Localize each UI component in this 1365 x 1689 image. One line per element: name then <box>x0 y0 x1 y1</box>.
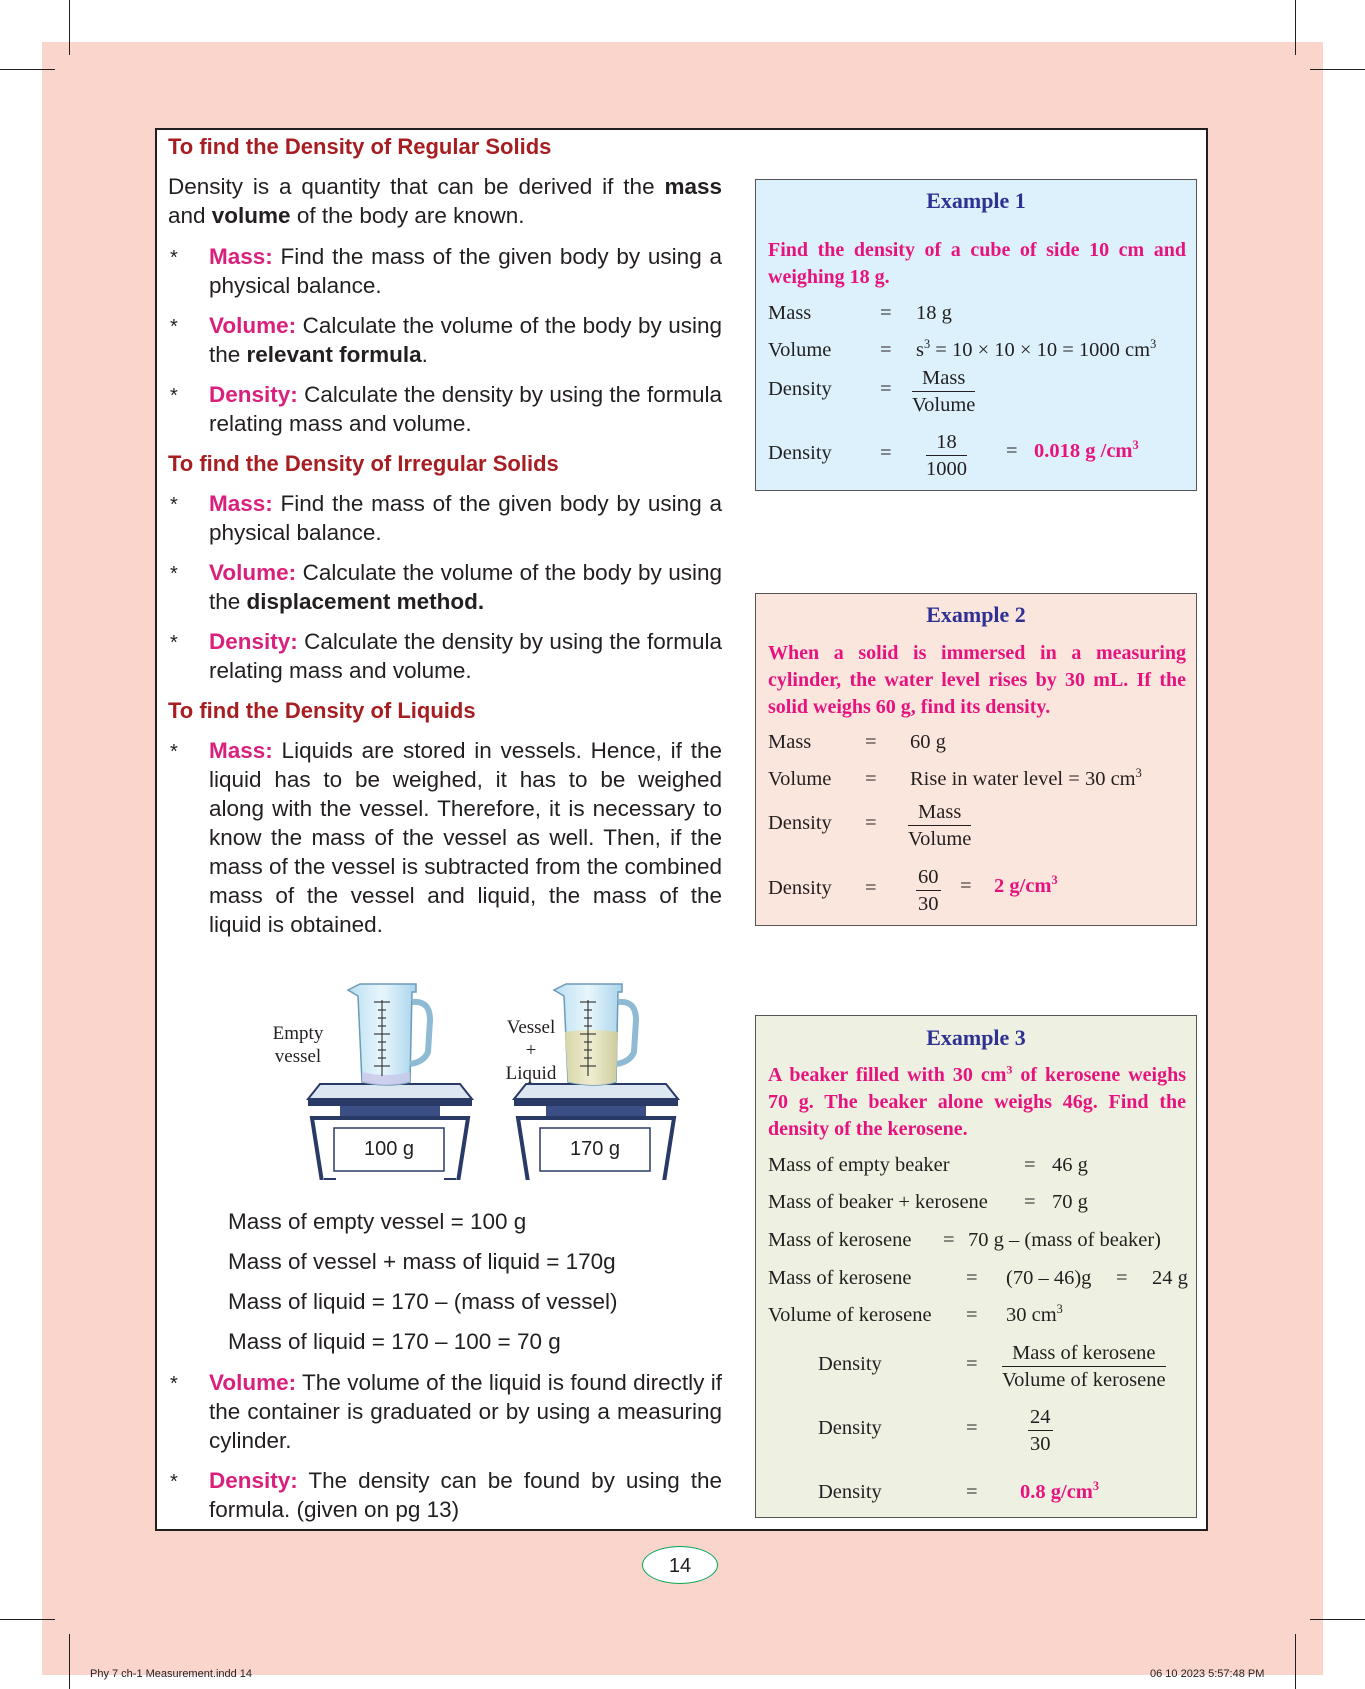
row-label: Density <box>818 1417 882 1439</box>
equals-sign: = <box>966 1481 978 1503</box>
equals-sign: = <box>880 339 892 361</box>
crop-mark <box>69 0 70 55</box>
regular-mass-bullet: * Mass: Find the mass of the given body by using a physical balance. <box>170 244 722 298</box>
equation-line: Mass of liquid = 170 – 100 = 70 g <box>228 1329 561 1354</box>
crop-mark <box>69 1634 70 1689</box>
reading-filled: 170 g <box>569 1138 621 1160</box>
fraction: Mass of kerosene Volume of kerosene <box>1002 1342 1166 1391</box>
equals-sign: = <box>966 1417 978 1439</box>
row-label: Mass of kerosene <box>768 1229 912 1251</box>
example-3-box <box>755 1015 1197 1518</box>
crop-mark <box>1295 1634 1296 1689</box>
equals-sign: = <box>960 875 972 897</box>
fraction: Mass Volume <box>908 801 972 850</box>
equals-sign: = <box>1116 1267 1128 1289</box>
row-value: (70 – 46)g <box>1006 1267 1092 1289</box>
fraction: $\frac{24}{30}$ <box>1030 1406 1051 1455</box>
equals-sign: = <box>880 378 892 400</box>
row-value: 46 g <box>1052 1154 1088 1176</box>
example-2-title: Example 2 <box>926 602 1026 627</box>
row-value: $s^3 = 10 \times 10 \times 10 = 1000$ $cm^3$ <box>916 337 1157 361</box>
label-empty-vessel: Empty vessel <box>272 1023 324 1067</box>
fraction: $\frac{60}{30}$ <box>918 866 939 915</box>
crop-mark <box>0 1619 55 1620</box>
regular-density-bullet: * Density: Calculate the density by using the formula relating mass and volume. <box>170 382 722 436</box>
row-label: Volume <box>768 339 832 361</box>
equation-line: Mass of vessel + mass of liquid = 170g <box>228 1249 616 1274</box>
slug-left: Phy 7 ch-1 Measurement.indd 14 <box>90 1668 253 1680</box>
equation-line: Mass of liquid = 170 – (mass of vessel) <box>228 1289 618 1314</box>
crop-mark <box>1310 69 1365 70</box>
row-value: Rise in water level = 30 $cm^3$ <box>910 766 1142 790</box>
regular-volume-bullet: * Volume: Calculate the volume of the body by using the relevant formula. <box>170 313 722 367</box>
heading-liquids: To find the Density of Liquids <box>168 698 476 723</box>
row-label: Density <box>768 877 832 899</box>
page-number: 14 <box>642 1546 718 1584</box>
crop-mark <box>1295 0 1296 55</box>
reading-empty: 100 g <box>363 1138 415 1160</box>
equals-sign: = <box>1024 1191 1036 1213</box>
example-1-question: Find the density of a cube of side 10 cm and weighing 18 g. <box>768 239 1186 288</box>
row-label: Density <box>768 812 832 834</box>
row-label: Mass <box>768 302 812 324</box>
crop-mark <box>0 69 55 70</box>
result: 0.018 g $/cm^3$ <box>1034 438 1139 462</box>
row-label: Density <box>818 1481 882 1503</box>
equals-sign: = <box>966 1353 978 1375</box>
equals-sign: = <box>943 1229 955 1251</box>
equals-sign: = <box>865 877 877 899</box>
row-value: 18 g <box>916 302 952 324</box>
equals-sign: = <box>966 1304 978 1326</box>
equals-sign: = <box>880 302 892 324</box>
intro-paragraph: Density is a quantity that can be derived if the mass and volume of the body are known. <box>168 174 722 228</box>
row-value: 24 g <box>1152 1267 1188 1289</box>
crop-mark <box>1310 1619 1365 1620</box>
row-value: 70 g <box>1052 1191 1088 1213</box>
example-2-box <box>755 593 1197 926</box>
result: 2 $g/cm^3$ <box>994 873 1058 897</box>
equals-sign: = <box>865 731 877 753</box>
equals-sign: = <box>966 1267 978 1289</box>
label-vessel-liquid: Vessel + Liquid <box>505 1017 557 1084</box>
liquids-mass-bullet: * Mass: Liquids are stored in vessels. Hence, if the liquid has to be weighed, it has to be weighed along with the vessel. Therefore, it is necessary to know the mass of the vessel as well. Then, if the mass of the vessel is subtracted from the combined mass of the vessel and liquid, the mass of the liquid is obtained. <box>170 738 722 937</box>
equals-sign: = <box>865 768 877 790</box>
liquids-density-bullet: * Density: The density can be found by using the formula. (given on pg 13) <box>170 1468 722 1522</box>
slug-right: 06 10 2023 5:57:48 PM <box>1150 1668 1265 1680</box>
row-value: 60 g <box>910 731 946 753</box>
example-3-title: Example 3 <box>926 1025 1026 1050</box>
equation-line: Mass of empty vessel = 100 g <box>228 1209 527 1234</box>
example-1-title: Example 1 <box>926 188 1026 213</box>
beaker-liquid-icon <box>554 984 636 1085</box>
row-label: Mass of empty beaker <box>768 1154 950 1176</box>
row-label: Mass of kerosene <box>768 1267 912 1289</box>
row-label: Volume <box>768 768 832 790</box>
fraction: $\frac{18}{1000}$ <box>926 431 967 480</box>
irregular-density-bullet: * Density: Calculate the density by using the formula relating mass and volume. <box>170 629 722 683</box>
example-1-box <box>755 179 1197 491</box>
row-label: Mass <box>768 731 812 753</box>
result: 0.8 $g/cm^3$ <box>1020 1479 1100 1503</box>
example-2-question: When a solid is immersed in a measuring cylinder, the water level rises by 30 mL. If the solid weighs 60 g, find its density. <box>768 642 1186 718</box>
heading-regular-solids: To find the Density of Regular Solids <box>168 134 552 159</box>
row-label: Mass of beaker + kerosene <box>768 1191 988 1213</box>
row-value: 70 g – (mass of beaker) <box>968 1229 1161 1251</box>
irregular-mass-bullet: * Mass: Find the mass of the given body by using a physical balance. <box>170 491 722 545</box>
equals-sign: = <box>865 812 877 834</box>
irregular-volume-bullet: * Volume: Calculate the volume of the body by using the displacement method. <box>170 560 722 614</box>
equals-sign: = <box>880 442 892 464</box>
row-label: Density <box>768 378 832 400</box>
beaker-empty-icon <box>348 984 430 1085</box>
equals-sign: = <box>1024 1154 1036 1176</box>
heading-irregular-solids: To find the Density of Irregular Solids <box>168 451 559 476</box>
example-3-question: A beaker filled with 30 $cm^3$ of kerosene weighs 70 g. The beaker alone weighs 46g. Find the density of the kerosene. <box>768 1062 1186 1140</box>
row-label: Volume of kerosene <box>768 1304 932 1326</box>
fraction: Mass Volume <box>912 367 976 416</box>
row-label: Density <box>768 442 832 464</box>
liquids-volume-bullet: * Volume: The volume of the liquid is found directly if the container is graduated or by using a measuring cylinder. <box>170 1370 722 1453</box>
equals-sign: = <box>1006 440 1018 462</box>
row-value: 30 $cm^3$ <box>1006 1302 1063 1326</box>
row-label: Density <box>818 1353 882 1375</box>
